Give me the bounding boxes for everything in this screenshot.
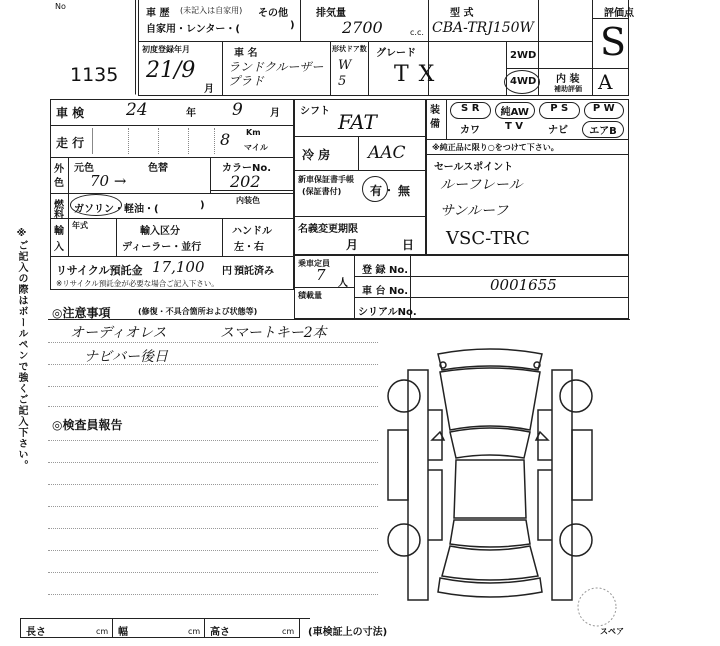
score-value: S [600,20,627,64]
equipment-label: 装 備 [430,105,440,130]
model-label: 型 式 [450,8,474,19]
warranty-no: 無 [398,184,411,198]
sales-item-3: VSC-TRC [446,228,530,249]
reg-no-label: 登 録 No. [362,265,409,276]
shaken-label: 車 検 [56,106,85,120]
sales-label: セールスポイント [434,162,514,173]
mileage-unit-mile: マイル [244,143,268,152]
model-value: CBA-TRJ150W [432,20,534,36]
cooling-label: 冷 房 [302,148,331,162]
shaken-month: 9 [232,100,243,120]
equip-kawa: カワ [460,125,480,136]
sales-item-1: ルーフレール [440,177,523,193]
name-change-day: 日 [402,238,415,252]
displacement-label: 排気量 [316,8,346,19]
shaken-nen: 年 [186,108,196,119]
equipment-grid [448,102,628,138]
serial-label: シリアルNo. [358,307,417,318]
chassis-value: 0001655 [490,276,557,294]
color-code: 202 [230,172,261,191]
capacity-unit: 人 [338,278,348,289]
equip-aw: 純AW [495,102,536,119]
recycle-note: ※リサイクル預託金が必要な場合ご記入下さい。 [56,279,219,288]
dims-height: 高さ [210,627,230,638]
capacity-value: 7 [316,266,326,284]
color-original-label: 元色 [74,163,94,174]
drive-2wd: 2WD [510,50,537,61]
color-ext-2: 色 [54,178,64,189]
color-int-label: 内装色 [236,196,260,205]
shaken-year: 24 [126,100,148,120]
registration-value: 21/9 [146,58,196,83]
recycle-value: 17,100 [152,258,205,276]
mileage-label: 走 行 [56,136,85,150]
equip-airbag: エアB [582,121,624,138]
lot-number: 1135 [70,64,119,86]
grade-label: グレード [376,48,416,59]
corner-no: No [55,2,66,11]
fuel-circle [70,194,122,216]
dims-length: 長さ [26,627,46,638]
color-ext-1: 外 [54,164,64,175]
fuel-label-1: 燃 [54,200,64,211]
handle-value: 左・右 [234,242,264,253]
import-cat-label: 輸入区分 [140,226,180,237]
mileage-value: 8 [220,130,231,149]
interior-sub: 補助評価 [554,85,582,93]
recycle-label: リサイクル預託金 [56,264,143,277]
history-other: その他 [258,8,288,19]
color-value: 70 → [90,172,127,190]
score-label: 評価点 [604,8,634,19]
shaken-tsuki: 月 [270,108,280,119]
car-diagram [380,340,600,610]
notes-line-1a: オーディオレス [70,325,167,341]
history-options: 自家用・レンター・( [146,24,240,35]
warranty-yes: 有 [370,184,383,198]
shift-label: シフト [300,106,330,117]
load-label: 積載量 [298,291,322,300]
dims-length-unit: cm [96,627,109,636]
displacement-value: 2700 [342,18,383,37]
import-year: 年式 [72,221,88,230]
history-note: (未記入は自家用) [180,6,243,15]
cooling-value: AAC [368,143,406,163]
registration-suffix: 月 [204,84,214,95]
notes-line-2: ナビバー後日 [84,349,168,365]
name-change-label: 名義変更期限 [298,224,358,235]
spare-tire-icon [576,586,618,628]
interior-label: 内 装 [556,74,580,85]
warranty-label-2: (保証書付) [302,187,342,196]
chassis-label: 車 台 No. [362,286,409,297]
dims-height-unit: cm [282,627,295,636]
grade-value: TX [394,62,445,87]
history-close: ) [290,20,295,31]
handle-label: ハンドル [232,226,272,237]
fuel-options: ガソリン・軽油・( [74,204,159,215]
fuel-label-2: 料 [54,210,64,221]
dims-shaken: (車検証上の寸法) [308,627,388,638]
equipment-note: ※純正品に限り○をつけて下さい。 [432,143,559,152]
car-name-label: 車 名 [234,48,258,59]
mileage-unit-km: Km [246,128,261,137]
color-code-label: カラーNo. [222,163,272,174]
drive-4wd-circle [504,70,540,94]
warranty-label-1: 新車保証書手帳 [298,175,354,184]
drive-4wd: 4WD [510,76,537,87]
shift-value: FAT [338,110,377,134]
warranty-sep: ・ [384,186,394,197]
dims-width: 幅 [118,627,128,638]
dims-width-unit: cm [188,627,201,636]
registration-label: 初度登録年月 [142,45,190,54]
recycle-unit: 円 [222,266,232,277]
notes-label: ◎注意事項 [52,306,111,320]
equip-navi: ナビ [548,125,568,136]
doors-value: W 5 [338,58,352,89]
doors-label: 形状ドア数 [332,45,367,53]
inspector-label: ◎検査員報告 [52,418,123,432]
displacement-unit: c.c. [410,28,424,37]
car-name-value: ランドクルーザープラド [228,60,324,88]
sales-item-2: サンルーフ [440,203,509,219]
import-label-1: 輸 [54,226,64,237]
color-change-label: 色替 [148,163,168,174]
equip-pw: P W [584,102,625,119]
notes-line-1b: スマートキー2本 [220,325,327,341]
warranty-circle [362,176,388,202]
capacity-label: 乗車定員 [298,259,330,268]
interior-value: A [598,70,613,94]
spare-label: スペア [600,627,624,636]
recycle-status: 預託済み [234,266,274,277]
fuel-close: ) [200,200,205,211]
equip-tv: T V [504,121,524,132]
dims-box [20,618,300,638]
equip-ps: P S [539,102,580,119]
import-cat-value: ディーラー・並行 [122,242,202,253]
import-label-2: 入 [54,242,64,253]
equip-sr: S R [450,102,491,119]
side-note: ※ご記入の際はボールペンで強くご記入下さい。 [16,228,27,471]
name-change-month: 月 [346,238,359,252]
notes-sub: (修復・不具合箇所および状態等) [138,307,258,316]
history-title: 車 歴 [146,8,170,19]
